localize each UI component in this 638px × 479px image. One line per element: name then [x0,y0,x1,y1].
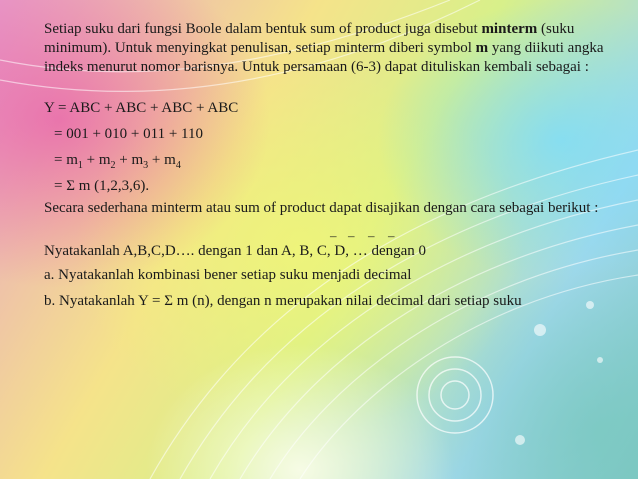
overbar-mark: – [348,228,355,243]
minterm-equation [44,95,624,199]
term-abc-1: ABC [69,100,101,116]
equation-line-3 [44,147,624,173]
rule-line: Nyatakanlah A,B,C,D…. dengan 1 dan A, B, C, D, … dengan 0 [44,243,427,259]
symbol-m: m [475,40,489,56]
minterm-index: 2 [110,160,116,171]
summary-paragraph: Secara sederhana minterm atau sum of product dapat disajikan dengan cara sebagai berikut : [44,200,599,216]
minterm-index: 3 [143,160,149,171]
plus-sign: + [115,152,132,168]
minterm-index: 4 [175,160,181,171]
intro-text-3: yang diikuti angka indeks menurut nomor barisnya. Untuk persamaan (6-3) dapat dituliskan kembali sebagai : [44,40,604,75]
step-a: a. Nyatakanlah kombinasi bener setiap suku menjadi decimal [44,267,412,283]
minterm-m: m [66,152,78,168]
equation-line-4: = Σ m (1,2,3,6). [54,178,150,194]
minterm-index: 1 [77,160,83,171]
intro-text-2: (suku minimum). Untuk menyingkat penulisan, setiap minterm diberi symbol [44,21,575,56]
overbar-mark: – [368,228,375,243]
plus-sign: + [192,100,208,116]
minterm-m: m [131,152,144,168]
step-b: b. Nyatakanlah Y = Σ m (n), dengan n merupakan nilai decimal dari setiap suku [44,293,522,309]
minterm-m: m [98,152,111,168]
plus-sign: + [148,152,165,168]
overbar-marks [44,224,624,243]
term-abc-3: ABC [161,100,193,116]
plus-sign: + [100,100,116,116]
minterm-m: m [164,152,176,168]
equation-line-2: = 001 + 010 + 011 + 110 [54,126,203,142]
slide-content [44,20,624,312]
equation-line-1 [44,95,624,121]
overbar-mark: – [388,228,395,243]
term-abc-2: ABC [115,100,147,116]
minterm-term: minterm [481,21,538,37]
intro-paragraph [44,20,624,77]
equation-y-prefix: Y = [44,100,70,116]
intro-text-1: Setiap suku dari fungsi Boole dalam bentuk sum of product juga disebut [44,21,482,37]
equals-sign: = [54,152,67,168]
term-abc-4: ABC [207,100,239,116]
overbar-mark: – [330,228,337,243]
plus-sign: + [146,100,162,116]
plus-sign: + [82,152,99,168]
